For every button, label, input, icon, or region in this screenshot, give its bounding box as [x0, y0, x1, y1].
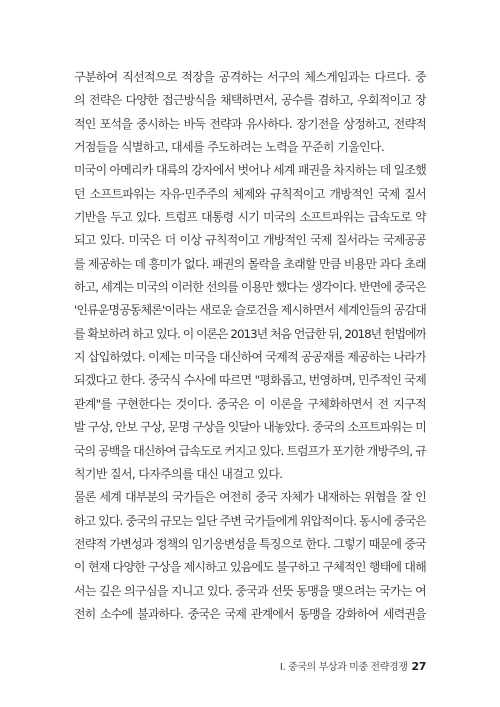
- text-line: 물론 세계 대부분의 국가들은 여전히 중국 자체가 내재하는 위협을 잘 인: [74, 490, 426, 505]
- text-line: 관계"를 구현한다는 것이다. 중국은 이 이론을 구체화하면서 전 지구적: [74, 396, 426, 411]
- text-line: 기반을 두고 있다. 트럼프 대통령 시기 미국의 소프트파워는 급속도로 약: [74, 210, 426, 225]
- body-text: [74, 66, 426, 626]
- text-line: 를 제공하는 데 흥미가 없다. 패권의 몰락을 초래할 만큼 비용만 과다 초래: [74, 256, 426, 271]
- text-line: 되고 있다. 미국은 더 이상 규칙적이고 개방적인 국제 질서라는 국제공공: [74, 233, 426, 248]
- page-footer: [280, 660, 426, 675]
- text-line: 국의 공백을 대신하여 급속도로 커지고 있다. 트럼프가 포기한 개방주의, 규: [74, 443, 426, 458]
- text-line: 이 현재 다양한 구상을 제시하고 있음에도 불구하고 구체적인 행태에 대해: [74, 560, 426, 575]
- text-line: 칙기반 질서, 다자주의를 대신 내걸고 있다.: [74, 466, 283, 481]
- text-line: 하고, 세계는 미국의 이러한 선의를 이용만 했다는 생각이다. 반면에 중국은: [74, 280, 426, 295]
- page-number: 27: [411, 660, 426, 673]
- text-line: 적인 포석을 중시하는 바둑 전략과 유사하다. 장기전을 상정하고, 전략적: [74, 116, 426, 131]
- text-line: 구분하여 직선적으로 적장을 공격하는 서구의 체스게임과는 다르다. 중: [74, 70, 426, 84]
- text-line: 던 소프트파워는 자유·민주주의 체제와 규칙적이고 개방적인 국제 질서: [74, 186, 426, 201]
- text-line: 미국이 아메리카 대륙의 강자에서 벗어나 세계 패권을 차지하는 데 일조했: [74, 163, 426, 178]
- text-line: '인류운명공동체론'이라는 새로운 슬로건을 제시하면서 세계인들의 공감대: [74, 303, 426, 318]
- text-line: 되겠다고 한다. 중국식 수사에 따르면 "평화롭고, 번영하며, 민주적인 국제: [74, 373, 426, 388]
- running-footer-chapter: I. 중국의 부상과 미중 전략경쟁: [279, 662, 408, 673]
- text-line: 발 구상, 안보 구상, 문명 구상을 잇달아 내놓았다. 중국의 소프트파워는 미: [74, 420, 426, 435]
- text-line: 서는 깊은 의구심을 지니고 있다. 중국과 선뜻 동맹을 맺으려는 국가는 여: [74, 583, 426, 598]
- text-line: 지 삽입하였다. 이제는 미국을 대신하여 국제적 공공재를 제공하는 나라가: [74, 350, 426, 365]
- text-line: 전히 소수에 불과하다. 중국은 국제 관계에서 동맹을 강화하여 세력권을: [74, 606, 426, 621]
- text-line: 전략적 가변성과 정책의 임기응변성을 특징으로 한다. 그렇기 때문에 중국: [74, 536, 426, 551]
- text-line: 하고 있다. 중국의 규모는 일단 주변 국가들에게 위압적이다. 동시에 중국은: [74, 513, 426, 528]
- text-line: 의 전략은 다양한 접근방식을 채택하면서, 공수를 겸하고, 우회적이고 장: [74, 93, 426, 108]
- text-line: 를 확보하려 하고 있다. 이 이론은 2013년 처음 언급한 뒤, 2018년 헌법에까: [74, 326, 426, 341]
- text-line: 거점들을 식별하고, 대세를 주도하려는 노력을 꾸준히 기울인다.: [74, 140, 385, 155]
